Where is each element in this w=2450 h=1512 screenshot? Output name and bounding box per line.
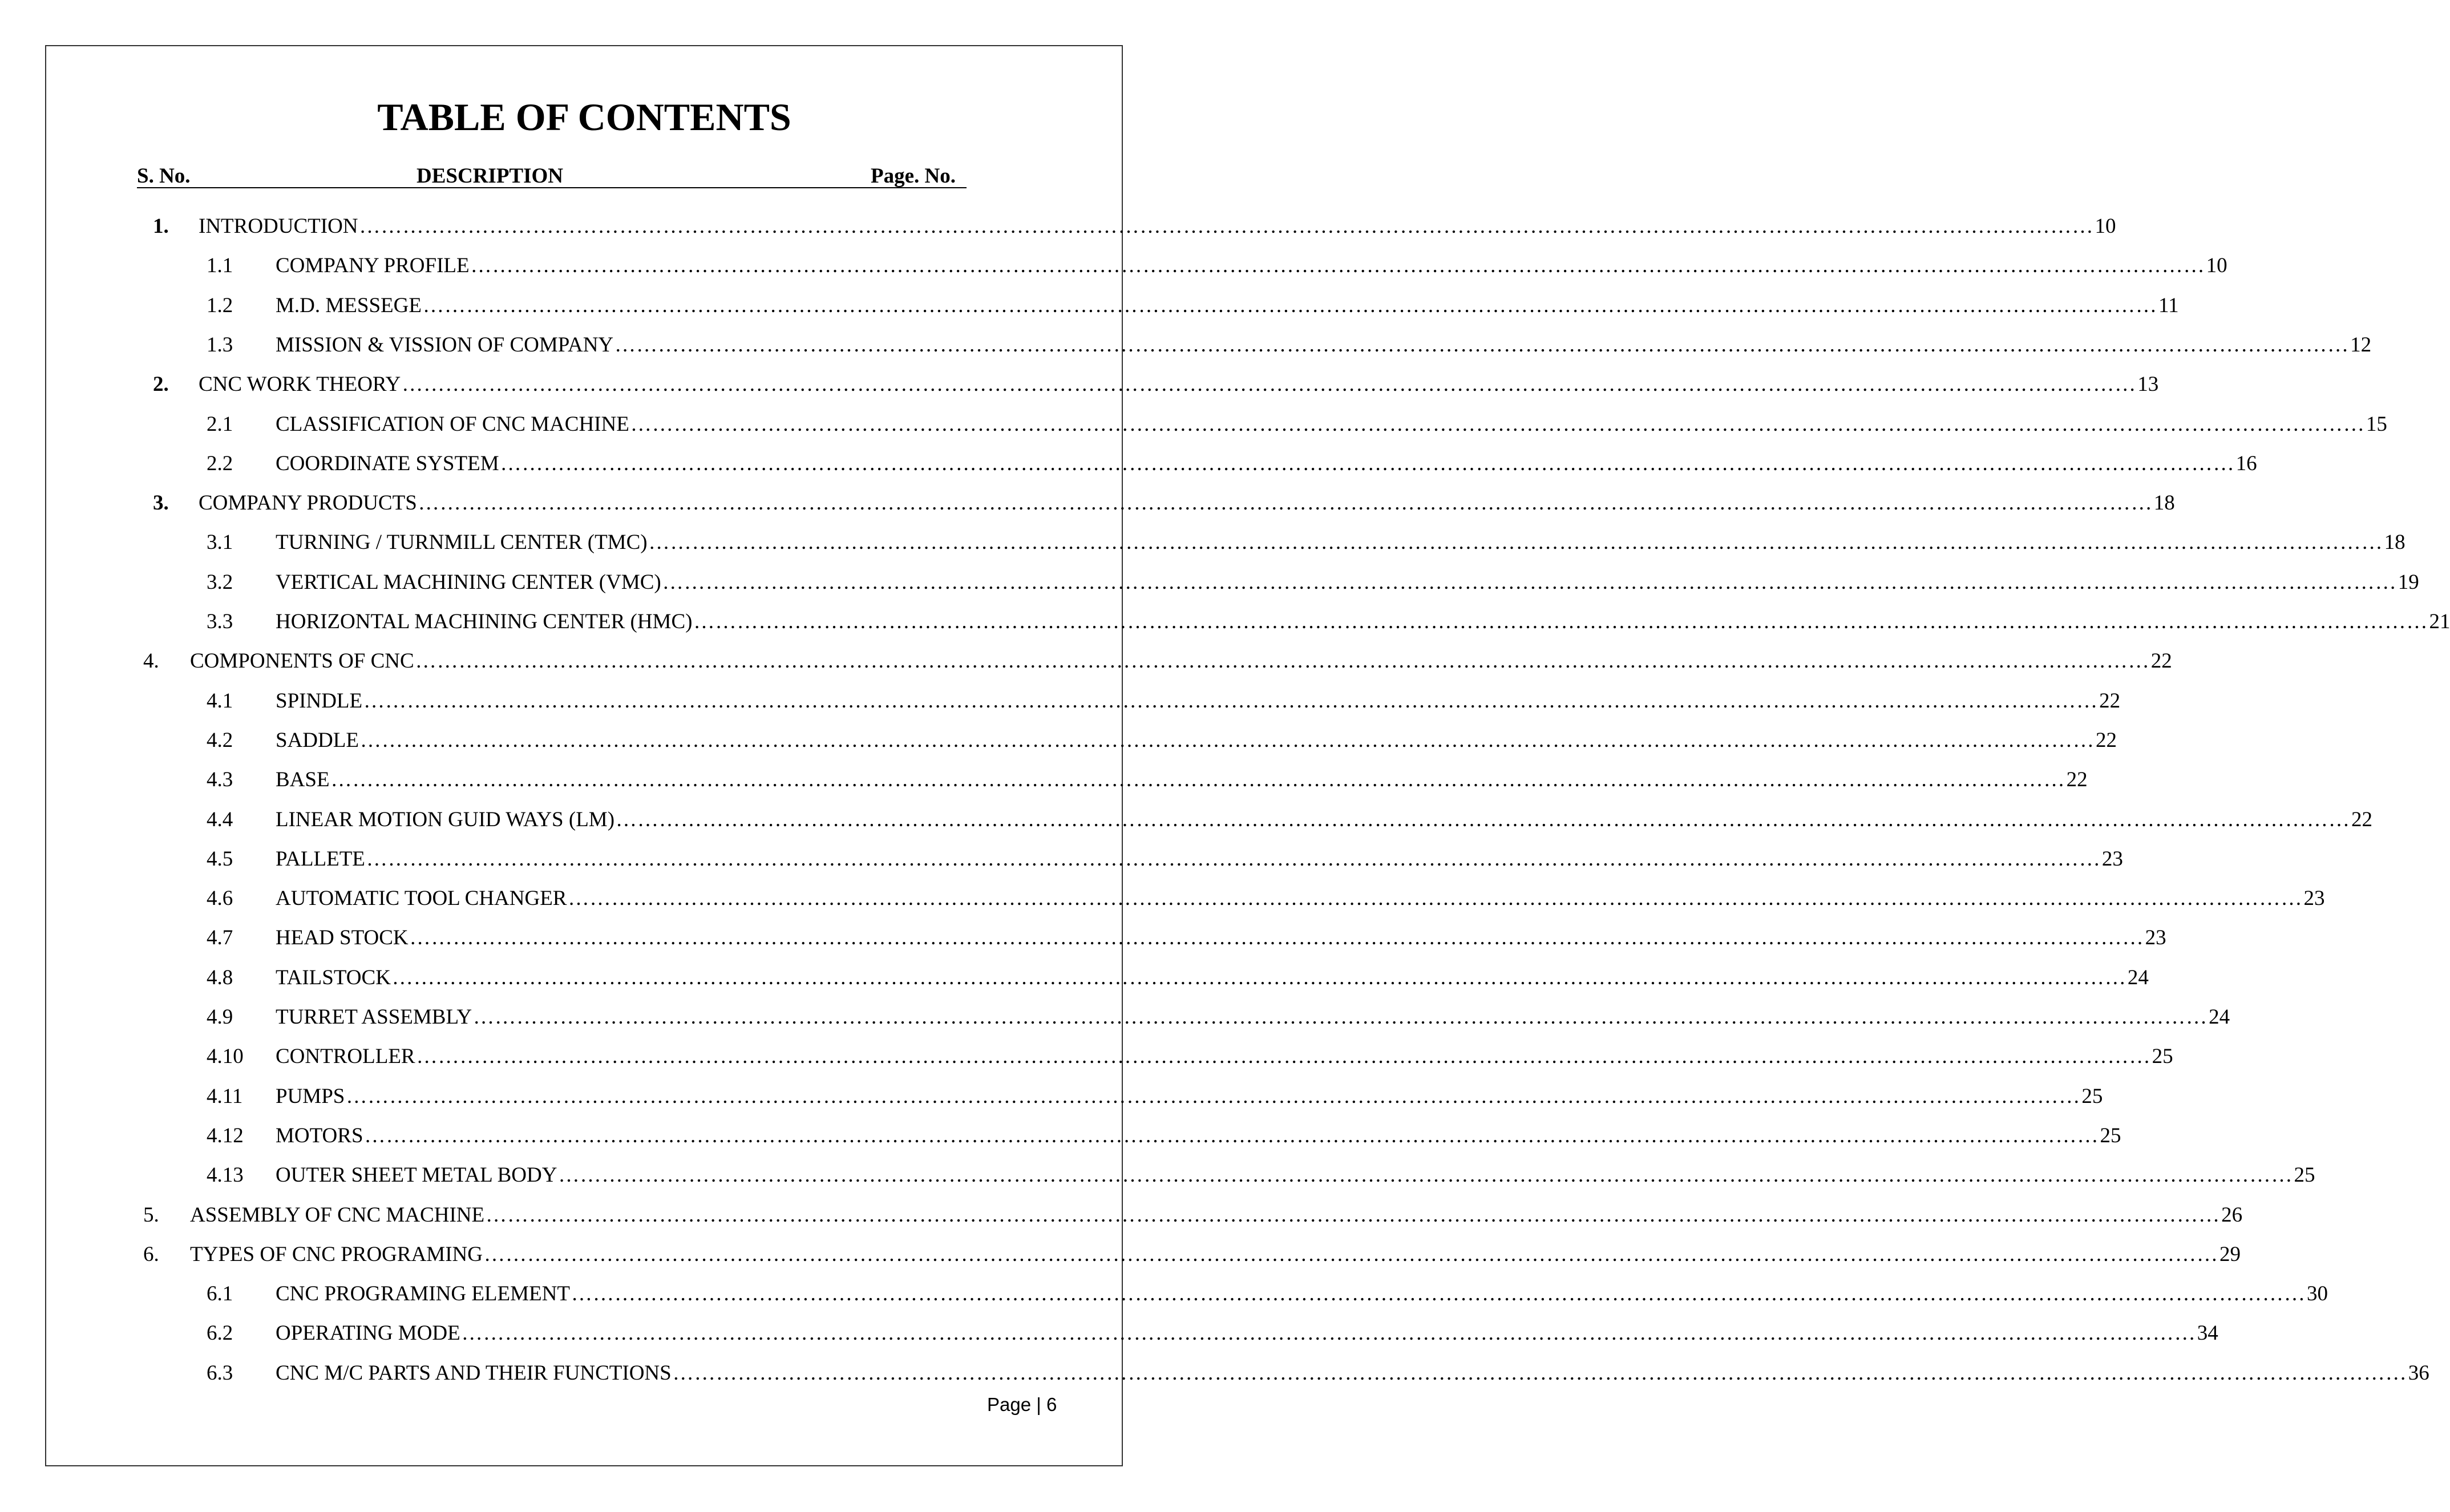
toc-entry-page: 10 (2095, 215, 2116, 238)
toc-entry (207, 1119, 2121, 1153)
toc-entry (207, 1000, 2230, 1034)
toc-entry-number: 2.2 (207, 452, 233, 475)
toc-entry-title: TAILSTOCK (276, 966, 391, 989)
toc-entry-title: HEAD STOCK (276, 926, 409, 949)
toc-entry-page: 18 (2153, 491, 2175, 515)
toc-entry (153, 486, 2175, 520)
toc-dot-leader: …………………………………………………………………………………………………………………………………………………………………………………………………………………… (616, 808, 2351, 831)
toc-entry-number: 4.7 (207, 926, 233, 949)
toc-entry (143, 1198, 2243, 1232)
toc-entry-page: 26 (2221, 1203, 2243, 1227)
toc-dot-leader: …………………………………………………………………………………………………………………………………………………………………………………………………………………… (486, 1203, 2221, 1227)
toc-entry-title: SPINDLE (276, 689, 363, 713)
toc-entry-title: TYPES OF CNC PROGRAMING (190, 1243, 483, 1266)
toc-entry-title: CNC PROGRAMING ELEMENT (276, 1282, 570, 1305)
toc-dot-leader: …………………………………………………………………………………………………………………………………………………………………………………………………………………… (359, 729, 2095, 752)
toc-entry-number: 4.6 (207, 887, 233, 910)
toc-entry-number: 4.12 (207, 1124, 244, 1147)
toc-entry-number: 3.3 (207, 610, 233, 633)
toc-entry-title: CONTROLLER (276, 1045, 415, 1068)
toc-entry (207, 525, 2405, 560)
toc-entry (207, 1080, 2103, 1114)
toc-dot-leader: …………………………………………………………………………………………………………………………………………………………………………………………………………………… (415, 649, 2150, 673)
toc-dot-leader: …………………………………………………………………………………………………………………………………………………………………………………………………………………… (571, 1282, 2306, 1305)
toc-entry-number: 1.1 (207, 254, 233, 277)
toc-entry (207, 961, 2149, 995)
toc-dot-leader: …………………………………………………………………………………………………………………………………………………………………………………………………………………… (418, 491, 2153, 515)
toc-entry-number: 6. (143, 1243, 159, 1266)
toc-entry-page: 12 (2350, 333, 2372, 357)
toc-dot-leader: …………………………………………………………………………………………………………………………………………………………………………………………………………………… (359, 215, 2094, 238)
toc-entry-page: 25 (2152, 1045, 2173, 1068)
toc-entry (207, 882, 2325, 916)
toc-entry-number: 4.13 (207, 1163, 244, 1187)
toc-dot-leader: …………………………………………………………………………………………………………………………………………………………………………………………………………………… (558, 1163, 2293, 1187)
toc-entry-number: 4.2 (207, 729, 233, 752)
toc-entry (143, 1238, 2241, 1272)
toc-entry (207, 1277, 2328, 1311)
toc-entry (207, 1040, 2173, 1074)
toc-entry (207, 289, 2179, 323)
toc-entry-title: CNC WORK THEORY (199, 373, 401, 396)
toc-entry-number: 2.1 (207, 413, 233, 436)
toc-entry (207, 921, 2166, 955)
toc-entry-number: 4.8 (207, 966, 233, 989)
toc-entry-number: 3. (153, 491, 169, 515)
toc-dot-leader: …………………………………………………………………………………………………………………………………………………………………………………………………………………… (330, 768, 2065, 791)
toc-entry (153, 209, 2116, 244)
toc-entry-page: 13 (2137, 373, 2159, 396)
toc-dot-leader: …………………………………………………………………………………………………………………………………………………………………………………………………………………… (473, 1005, 2208, 1029)
toc-dot-leader: …………………………………………………………………………………………………………………………………………………………………………………………………………………… (568, 887, 2303, 910)
toc-entry-number: 6.1 (207, 1282, 233, 1305)
toc-entry-title: PUMPS (276, 1085, 345, 1108)
toc-entry-page: 25 (2081, 1085, 2103, 1108)
toc-entry-page: 22 (2095, 729, 2117, 752)
toc-entry-page: 23 (2145, 926, 2166, 949)
toc-entry-number: 6.3 (207, 1361, 233, 1385)
toc-entry-number: 5. (143, 1203, 159, 1227)
toc-entry (207, 723, 2117, 758)
toc-entry-page: 23 (2303, 887, 2325, 910)
header-page-no: Page. No. (871, 164, 956, 188)
toc-entry-number: 4. (143, 649, 159, 673)
toc-entry (207, 1356, 2429, 1390)
toc-entry-page: 22 (2066, 768, 2088, 791)
toc-dot-leader: …………………………………………………………………………………………………………………………………………………………………………………………………………………… (416, 1045, 2151, 1068)
toc-entry-number: 4.10 (207, 1045, 244, 1068)
toc-entry-page: 18 (2384, 531, 2405, 554)
toc-entry-title: CNC M/C PARTS AND THEIR FUNCTIONS (276, 1361, 672, 1385)
toc-entry-number: 4.5 (207, 847, 233, 871)
toc-dot-leader: …………………………………………………………………………………………………………………………………………………………………………………………………………………… (662, 571, 2397, 594)
toc-entry-title: INTRODUCTION (199, 215, 358, 238)
toc-entry-number: 1.2 (207, 294, 233, 317)
toc-entry (207, 763, 2088, 797)
toc-entry-page: 15 (2366, 413, 2387, 436)
toc-entry-page: 29 (2219, 1243, 2241, 1266)
toc-entry-number: 4.1 (207, 689, 233, 713)
toc-entry-page: 10 (2206, 254, 2227, 277)
page-footer: Page | 6 (987, 1394, 1057, 1415)
toc-entry-title: CLASSIFICATION OF CNC MACHINE (276, 413, 629, 436)
toc-entry-title: COMPONENTS OF CNC (190, 649, 414, 673)
toc-entry-page: 19 (2398, 571, 2419, 594)
toc-entry-number: 4.11 (207, 1085, 243, 1108)
toc-entry-title: LINEAR MOTION GUID WAYS (LM) (276, 808, 615, 831)
header-sno: S. No. (137, 164, 191, 188)
toc-dot-leader: …………………………………………………………………………………………………………………………………………………………………………………………………………………… (648, 531, 2383, 554)
toc-entry-page: 36 (2408, 1361, 2429, 1385)
toc-dot-leader: …………………………………………………………………………………………………………………………………………………………………………………………………………………… (470, 254, 2205, 277)
toc-entry (207, 249, 2227, 283)
toc-entry-page: 23 (2101, 847, 2123, 871)
toc-entry-page: 22 (2150, 649, 2172, 673)
toc-entry-page: 24 (2209, 1005, 2230, 1029)
toc-entry-page: 22 (2099, 689, 2121, 713)
toc-dot-leader: …………………………………………………………………………………………………………………………………………………………………………………………………………………… (366, 847, 2101, 871)
toc-dot-leader: …………………………………………………………………………………………………………………………………………………………………………………………………………………… (391, 966, 2126, 989)
toc-entry-title: OUTER SHEET METAL BODY (276, 1163, 557, 1187)
toc-dot-leader: …………………………………………………………………………………………………………………………………………………………………………………………………………………… (693, 610, 2428, 633)
toc-entry (207, 1158, 2315, 1192)
toc-entry (153, 367, 2159, 402)
toc-entry (207, 684, 2121, 718)
toc-entry-title: HORIZONTAL MACHINING CENTER (HMC) (276, 610, 693, 633)
toc-entry-number: 4.3 (207, 768, 233, 791)
header-underline (137, 187, 967, 188)
toc-entry-page: 11 (2158, 294, 2179, 317)
toc-entry-page: 24 (2127, 966, 2149, 989)
toc-dot-leader: …………………………………………………………………………………………………………………………………………………………………………………………………………………… (483, 1243, 2218, 1266)
toc-entry-title: OPERATING MODE (276, 1321, 460, 1345)
toc-entry-number: 4.9 (207, 1005, 233, 1029)
toc-entry-title: TURRET ASSEMBLY (276, 1005, 472, 1029)
toc-entry (143, 644, 2172, 678)
toc-entry (207, 842, 2123, 876)
toc-dot-leader: …………………………………………………………………………………………………………………………………………………………………………………………………………………… (402, 373, 2137, 396)
toc-entry-title: COMPANY PROFILE (276, 254, 470, 277)
toc-dot-leader: …………………………………………………………………………………………………………………………………………………………………………………………………………………… (409, 926, 2144, 949)
toc-entry-number: 6.2 (207, 1321, 233, 1345)
toc-entry-number: 3.1 (207, 531, 233, 554)
toc-dot-leader: …………………………………………………………………………………………………………………………………………………………………………………………………………………… (614, 333, 2350, 357)
toc-entry-title: AUTOMATIC TOOL CHANGER (276, 887, 567, 910)
toc-entry-page: 16 (2235, 452, 2257, 475)
toc-entry (207, 328, 2372, 362)
toc-entry-title: VERTICAL MACHINING CENTER (VMC) (276, 571, 661, 594)
toc-entry-title: ASSEMBLY OF CNC MACHINE (190, 1203, 485, 1227)
toc-entry (207, 407, 2387, 442)
toc-entry-page: 25 (2100, 1124, 2121, 1147)
toc-entry (207, 803, 2373, 837)
toc-entry-title: COMPANY PRODUCTS (199, 491, 417, 515)
toc-entry-title: BASE (276, 768, 330, 791)
toc-entry (207, 565, 2419, 600)
toc-entry-title: MISSION & VISSION OF COMPANY (276, 333, 614, 357)
toc-entry-page: 22 (2351, 808, 2373, 831)
toc-dot-leader: …………………………………………………………………………………………………………………………………………………………………………………………………………………… (422, 294, 2157, 317)
toc-entry-page: 25 (2294, 1163, 2315, 1187)
toc-entry-page: 21 (2429, 610, 2450, 633)
toc-dot-leader: …………………………………………………………………………………………………………………………………………………………………………………………………………………… (363, 689, 2099, 713)
toc-entry-title: COORDINATE SYSTEM (276, 452, 499, 475)
toc-entry-number: 2. (153, 373, 169, 396)
toc-entry (207, 605, 2450, 639)
toc-dot-leader: …………………………………………………………………………………………………………………………………………………………………………………………………………………… (630, 413, 2365, 436)
toc-entry-page: 34 (2197, 1321, 2218, 1345)
toc-entry (207, 447, 2257, 481)
toc-entry-number: 1.3 (207, 333, 233, 357)
toc-dot-leader: …………………………………………………………………………………………………………………………………………………………………………………………………………………… (461, 1321, 2196, 1345)
toc-entry-page: 30 (2306, 1282, 2328, 1305)
toc-entry-number: 3.2 (207, 571, 233, 594)
toc-entry-title: M.D. MESSEGE (276, 294, 422, 317)
toc-dot-leader: …………………………………………………………………………………………………………………………………………………………………………………………………………………… (346, 1085, 2081, 1108)
toc-dot-leader: …………………………………………………………………………………………………………………………………………………………………………………………………………………… (500, 452, 2235, 475)
toc-entry (207, 1316, 2218, 1351)
toc-entry-title: SADDLE (276, 729, 359, 752)
toc-entry-title: PALLETE (276, 847, 365, 871)
page-title: TABLE OF CONTENTS (377, 95, 791, 139)
toc-dot-leader: …………………………………………………………………………………………………………………………………………………………………………………………………………………… (672, 1361, 2407, 1385)
header-description: DESCRIPTION (417, 164, 563, 188)
toc-entry-number: 4.4 (207, 808, 233, 831)
toc-dot-leader: …………………………………………………………………………………………………………………………………………………………………………………………………………………… (364, 1124, 2099, 1147)
toc-entry-title: TURNING / TURNMILL CENTER (TMC) (276, 531, 648, 554)
toc-entry-title: MOTORS (276, 1124, 363, 1147)
toc-entry-number: 1. (153, 215, 169, 238)
